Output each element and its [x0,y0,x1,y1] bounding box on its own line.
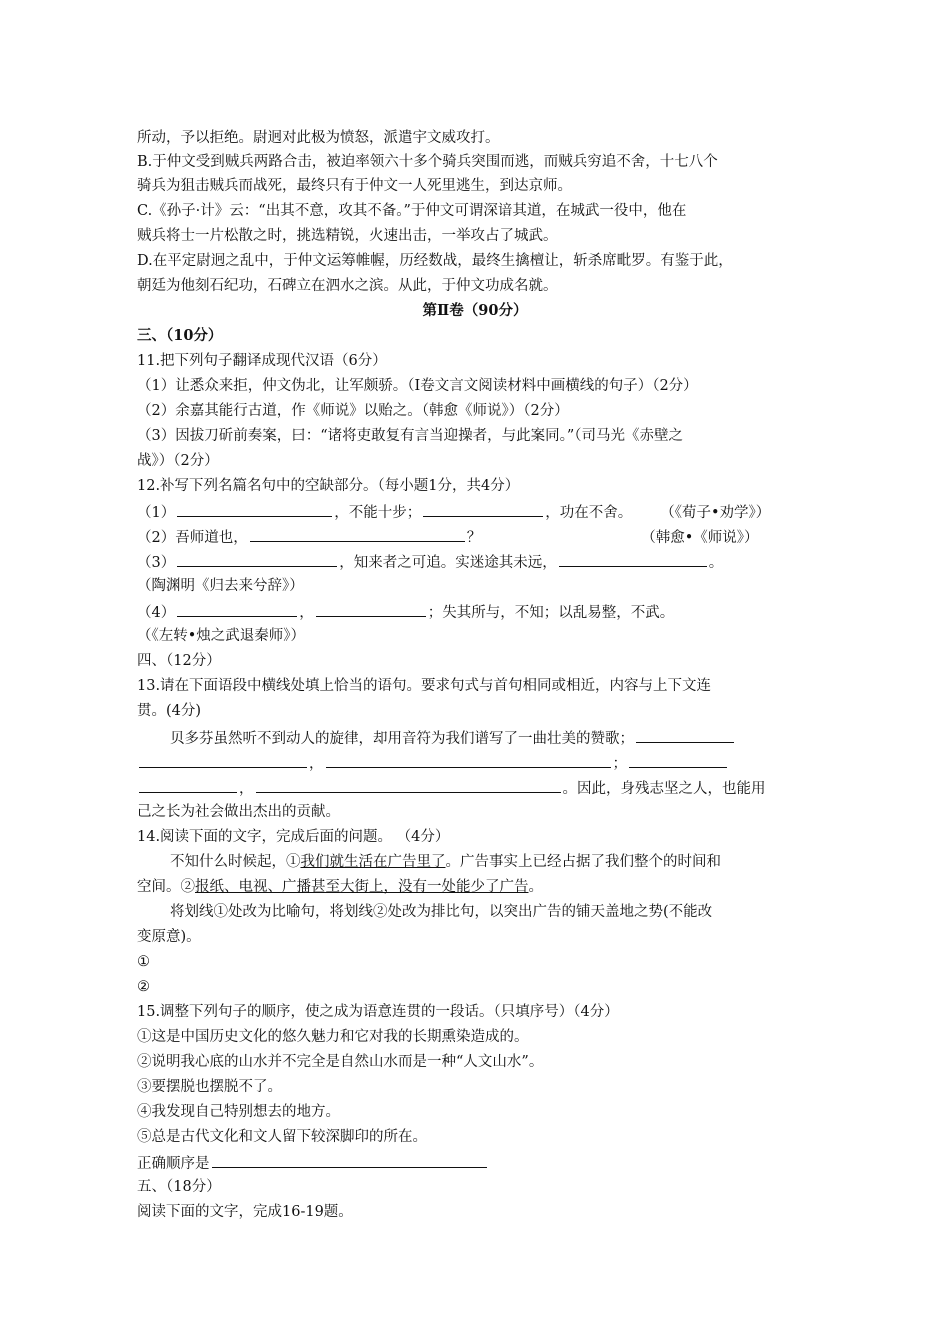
blank-field[interactable] [139,777,237,793]
section-three-heading: 三、（10分） [137,327,223,344]
q15-item: ④我发现自己特别想去的地方。 [137,1104,340,1120]
line-c-1: C.《孙子·计》云：“出其不意，攻其不备。”于仲文可谓深谙其道，在城武一役中，他在 [137,203,687,219]
q12-source-3: （陶渊明《归去来兮辞》） [137,578,304,594]
q13-text-3: ， 。因此，身残志坚之人，也能用 [137,777,766,799]
blank-field[interactable] [139,752,307,768]
q13-text-4: 己之长为社会做出杰出的贡献。 [137,804,340,820]
blank-field[interactable] [326,752,611,768]
q15-answer: 正确顺序是 [137,1152,489,1174]
q11-item-3a: （3）因拔刀斫前奏案，曰：“诸将吏敢复有言当迎操者，与此案同。”（司马光《赤壁之 [137,428,684,444]
line-d-2: 朝廷为他刻石纪功，石碑立在泗水之滨。从此，于仲文功成名就。 [137,278,558,294]
line-c-2: 贼兵将士一片松散之时，挑选精锐，火速出击，一举攻占了城武。 [137,228,558,244]
q14-text-1: 不知什么时候起，①我们就生活在广告里了。广告事实上已经占据了我们整个的时间和 [170,854,721,870]
q11-item-2: （2）余嘉其能行古道，作《师说》以贻之。（韩愈《师说》）（2分） [137,403,569,419]
q12-prompt: 12.补写下列名篇名句中的空缺部分。（每小题1分，共4分） [137,478,520,494]
q13-text-2: ， ； [137,752,729,774]
q12-item-1: （1） ，不能十步； ，功在不舍。 （《荀子•劝学》） [137,501,770,523]
blank-field[interactable] [629,752,727,768]
q14-answer-1: ① [137,954,150,970]
section-four-heading: 四、（12分） [137,653,221,669]
q12-item-3: （3） ，知来者之可追。实迷途其未远， 。 [137,551,723,573]
section-five-intro: 阅读下面的文字，完成16-19题。 [137,1204,353,1220]
q12-item-4: （4） ， ；失其所与，不知；以乱易整，不武。 [137,601,674,623]
q11-item-3b: 战》）（2分） [137,453,219,469]
blank-field[interactable] [256,777,561,793]
q15-prompt: 15.调整下列句子的顺序，使之成为语意连贯的一段话。（只填序号）（4分） [137,1004,619,1020]
q14-instruction-1: 将划线①处改为比喻句，将划线②处改为排比句，以突出广告的铺天盖地之势(不能改 [170,904,713,920]
q12-source-4: （《左转•烛之武退秦师》） [137,628,306,644]
blank-field[interactable] [250,526,465,542]
q13-prompt-1: 13.请在下面语段中横线处填上恰当的语句。要求句式与首句相同或相近，内容与上下文连 [137,678,712,694]
q15-item: ①这是中国历史文化的悠久魅力和它对我的长期熏染造成的。 [137,1029,529,1045]
line-b-2: 骑兵为狙击贼兵而战死，最终只有于仲文一人死里逃生，到达京师。 [137,178,572,194]
q11-prompt: 11.把下列句子翻译成现代汉语（6分） [137,353,387,369]
answer-blank[interactable] [212,1152,487,1168]
q13-prompt-2: 贯。(4分) [137,703,202,719]
q13-text-1: 贝多芬虽然听不到动人的旋律，却用音符为我们谱写了一曲壮美的赞歌； [170,727,736,749]
blank-field[interactable] [177,551,337,567]
line-b-1: B.于仲文受到贼兵两路合击，被迫率领六十多个骑兵突围而逃，而贼兵穷追不舍，十七八个 [137,154,718,170]
blank-field[interactable] [177,601,297,617]
line-d-1: D.在平定尉迥之乱中，于仲文运筹帷幄，历经数战，最终生擒檀让，斩杀席毗罗。有鉴于此， [137,253,733,269]
q15-item: ⑤总是古代文化和文人留下较深脚印的所在。 [137,1129,427,1145]
blank-field[interactable] [316,601,426,617]
q14-answer-2: ② [137,979,150,995]
blank-field[interactable] [559,551,707,567]
volume-title: 第Ⅱ卷（90分） [422,302,528,319]
q15-item: ③要摆脱也摆脱不了。 [137,1079,282,1095]
q15-item: ②说明我心底的山水并不完全是自然山水而是一种“人文山水”。 [137,1054,544,1070]
q14-instruction-2: 变原意)。 [137,929,201,945]
q14-prompt: 14.阅读下面的文字，完成后面的问题。 （4分） [137,829,450,845]
blank-field[interactable] [636,727,734,743]
q11-item-1: （1）让悉众来拒，仲文伪北，让军颇骄。（Ⅰ卷文言文阅读材料中画横线的句子）（2分） [137,378,698,394]
line-a-cont: 所动，予以拒绝。尉迥对此极为愤怒，派遣宇文威攻打。 [137,130,500,146]
section-five-heading: 五、（18分） [137,1179,221,1195]
q12-item-2: （2）吾师道也， ？ （韩愈•《师说》） [137,526,759,548]
blank-field[interactable] [177,501,332,517]
blank-field[interactable] [423,501,543,517]
q14-text-2: 空间。②报纸、电视、广播甚至大街上，没有一处能少了广告。 [137,879,543,895]
